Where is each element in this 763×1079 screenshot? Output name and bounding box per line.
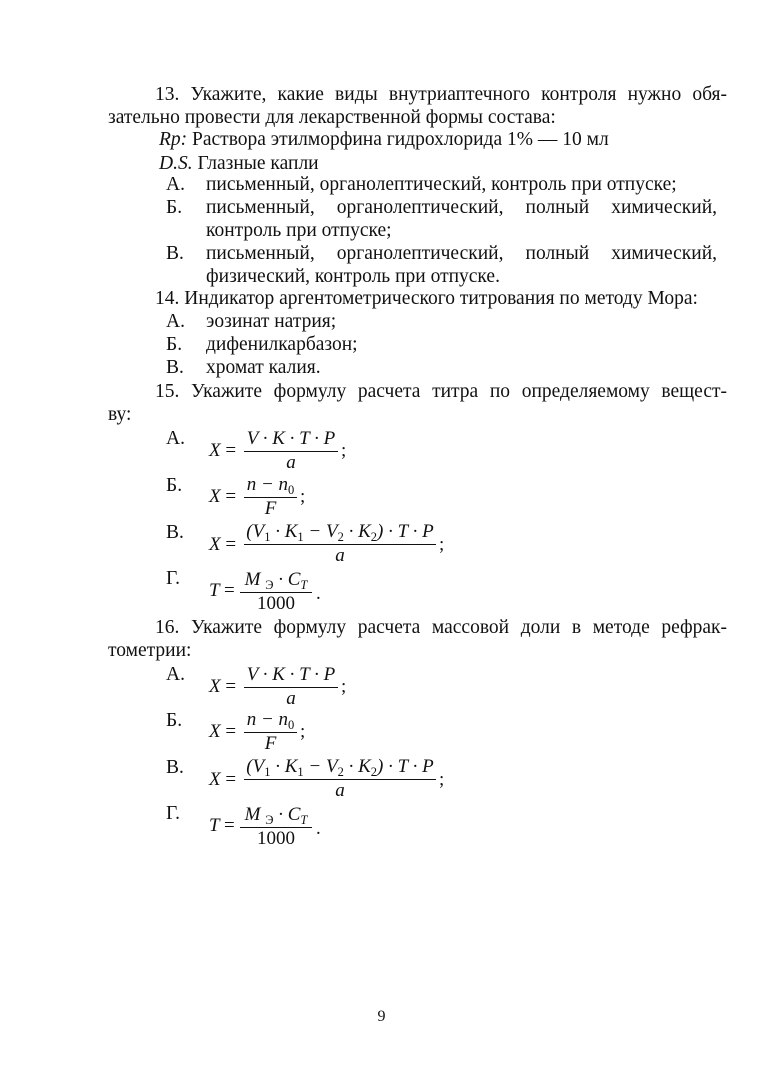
ds-prefix: D.S. [159, 153, 193, 174]
denominator: a [286, 688, 296, 709]
q16-formula-c-end: ; [439, 769, 445, 790]
q14-option-b-label: Б. [166, 334, 183, 355]
q15-formula-b-label: Б. [166, 475, 183, 496]
numerator: M $_Э \cdot C_T$ [244, 804, 308, 827]
q14-option-b-text: дифенилкарбазон; [206, 334, 358, 355]
q14-option-c-text: хромат калия. [206, 357, 321, 378]
q16-formula-a-label: А. [166, 664, 185, 685]
q16-formula-d-lhs: T = [209, 815, 235, 836]
q16-formula-d-label: Г. [166, 803, 180, 824]
q13-option-c-line1: письменный, органолептический, полный химический, [206, 243, 717, 264]
q14-option-c-label: В. [166, 357, 184, 378]
denominator: a [286, 452, 296, 473]
q16-formula-a-end: ; [341, 676, 347, 697]
q16-line2: тометрии: [108, 640, 192, 661]
q15-formula-d-label: Г. [166, 568, 180, 589]
q16-formula-b-end: ; [300, 721, 306, 742]
denominator: a [335, 545, 345, 566]
q13-option-a-label: А. [166, 174, 185, 195]
rp-prefix: Rp: [159, 129, 188, 150]
q13-ds [159, 153, 319, 175]
q15-formula-b-end: ; [300, 486, 306, 507]
q15-formula-c-label: В. [166, 522, 184, 543]
denominator: F [264, 733, 277, 754]
q13-option-a-text: письменный, органолептический, контроль при отпуске; [206, 174, 677, 195]
numerator: $n - n_0$ [246, 474, 295, 497]
q15-formula-b-lhs: X = [209, 486, 237, 507]
q13-option-b-line1: письменный, органолептический, полный химический, [206, 197, 717, 218]
q16-formula-b-lhs: X = [209, 721, 237, 742]
q15-formula-a-label: А. [166, 428, 185, 449]
q13-line1: 13. Укажите, какие виды внутриаптечного контроля нужно обя- [155, 84, 727, 105]
q14-option-a-label: А. [166, 311, 185, 332]
q15-line1: 15. Укажите формулу расчета титра по определяемому вещест- [155, 381, 727, 402]
q15-formula-a-lhs: X = [209, 440, 237, 461]
denominator: a [335, 780, 345, 801]
q16-formula-c-lhs: X = [209, 769, 237, 790]
q15-line2: ву: [108, 404, 132, 425]
q16-formula-c-label: В. [166, 757, 184, 778]
q13-rp [159, 129, 609, 151]
numerator: $(V_1 \cdot K_1 - V_2 \cdot K_2) \cdot T \cdot P$ [246, 756, 434, 779]
q14-option-a-text: эозинат натрия; [206, 311, 337, 332]
q16-formula-d-end: . [316, 818, 321, 839]
numerator: M $_Э \cdot C_T$ [244, 569, 308, 592]
q15-formula-c-lhs: X = [209, 534, 237, 555]
q13-option-b-line2: контроль при отпуске; [206, 220, 392, 241]
numerator: $(V_1 \cdot K_1 - V_2 \cdot K_2) \cdot T \cdot P$ [246, 521, 434, 544]
q13-option-c-label: В. [166, 243, 184, 264]
numerator: $n - n_0$ [246, 709, 295, 732]
q13-option-b-label: Б. [166, 197, 183, 218]
denominator: F [264, 498, 277, 519]
page-number: 9 [377, 1008, 386, 1025]
q14-line1: 14. Индикатор аргентометрического титрования по методу Мора: [155, 288, 698, 309]
numerator: V · K · T · P [246, 664, 336, 685]
denominator: 1000 [257, 593, 295, 614]
q13-option-c-line2: физический, контроль при отпуске. [206, 266, 500, 287]
rp-text: Раствора этилморфина гидрохлорида 1% — 10 мл [187, 129, 609, 150]
q15-formula-a-end: ; [341, 440, 347, 461]
q16-line1: 16. Укажите формулу расчета массовой доли в методе рефрак- [155, 617, 727, 638]
numerator: V · K · T · P [246, 428, 336, 449]
denominator: 1000 [257, 828, 295, 849]
q13-line2: зательно провести для лекарственной формы состава: [108, 107, 556, 128]
q16-formula-b-label: Б. [166, 710, 183, 731]
ds-text: Глазные капли [192, 153, 319, 174]
q15-formula-c-end: ; [439, 534, 445, 555]
q15-formula-d-lhs: T = [209, 580, 235, 601]
q15-formula-d-end: . [316, 583, 321, 604]
q16-formula-a-lhs: X = [209, 676, 237, 697]
